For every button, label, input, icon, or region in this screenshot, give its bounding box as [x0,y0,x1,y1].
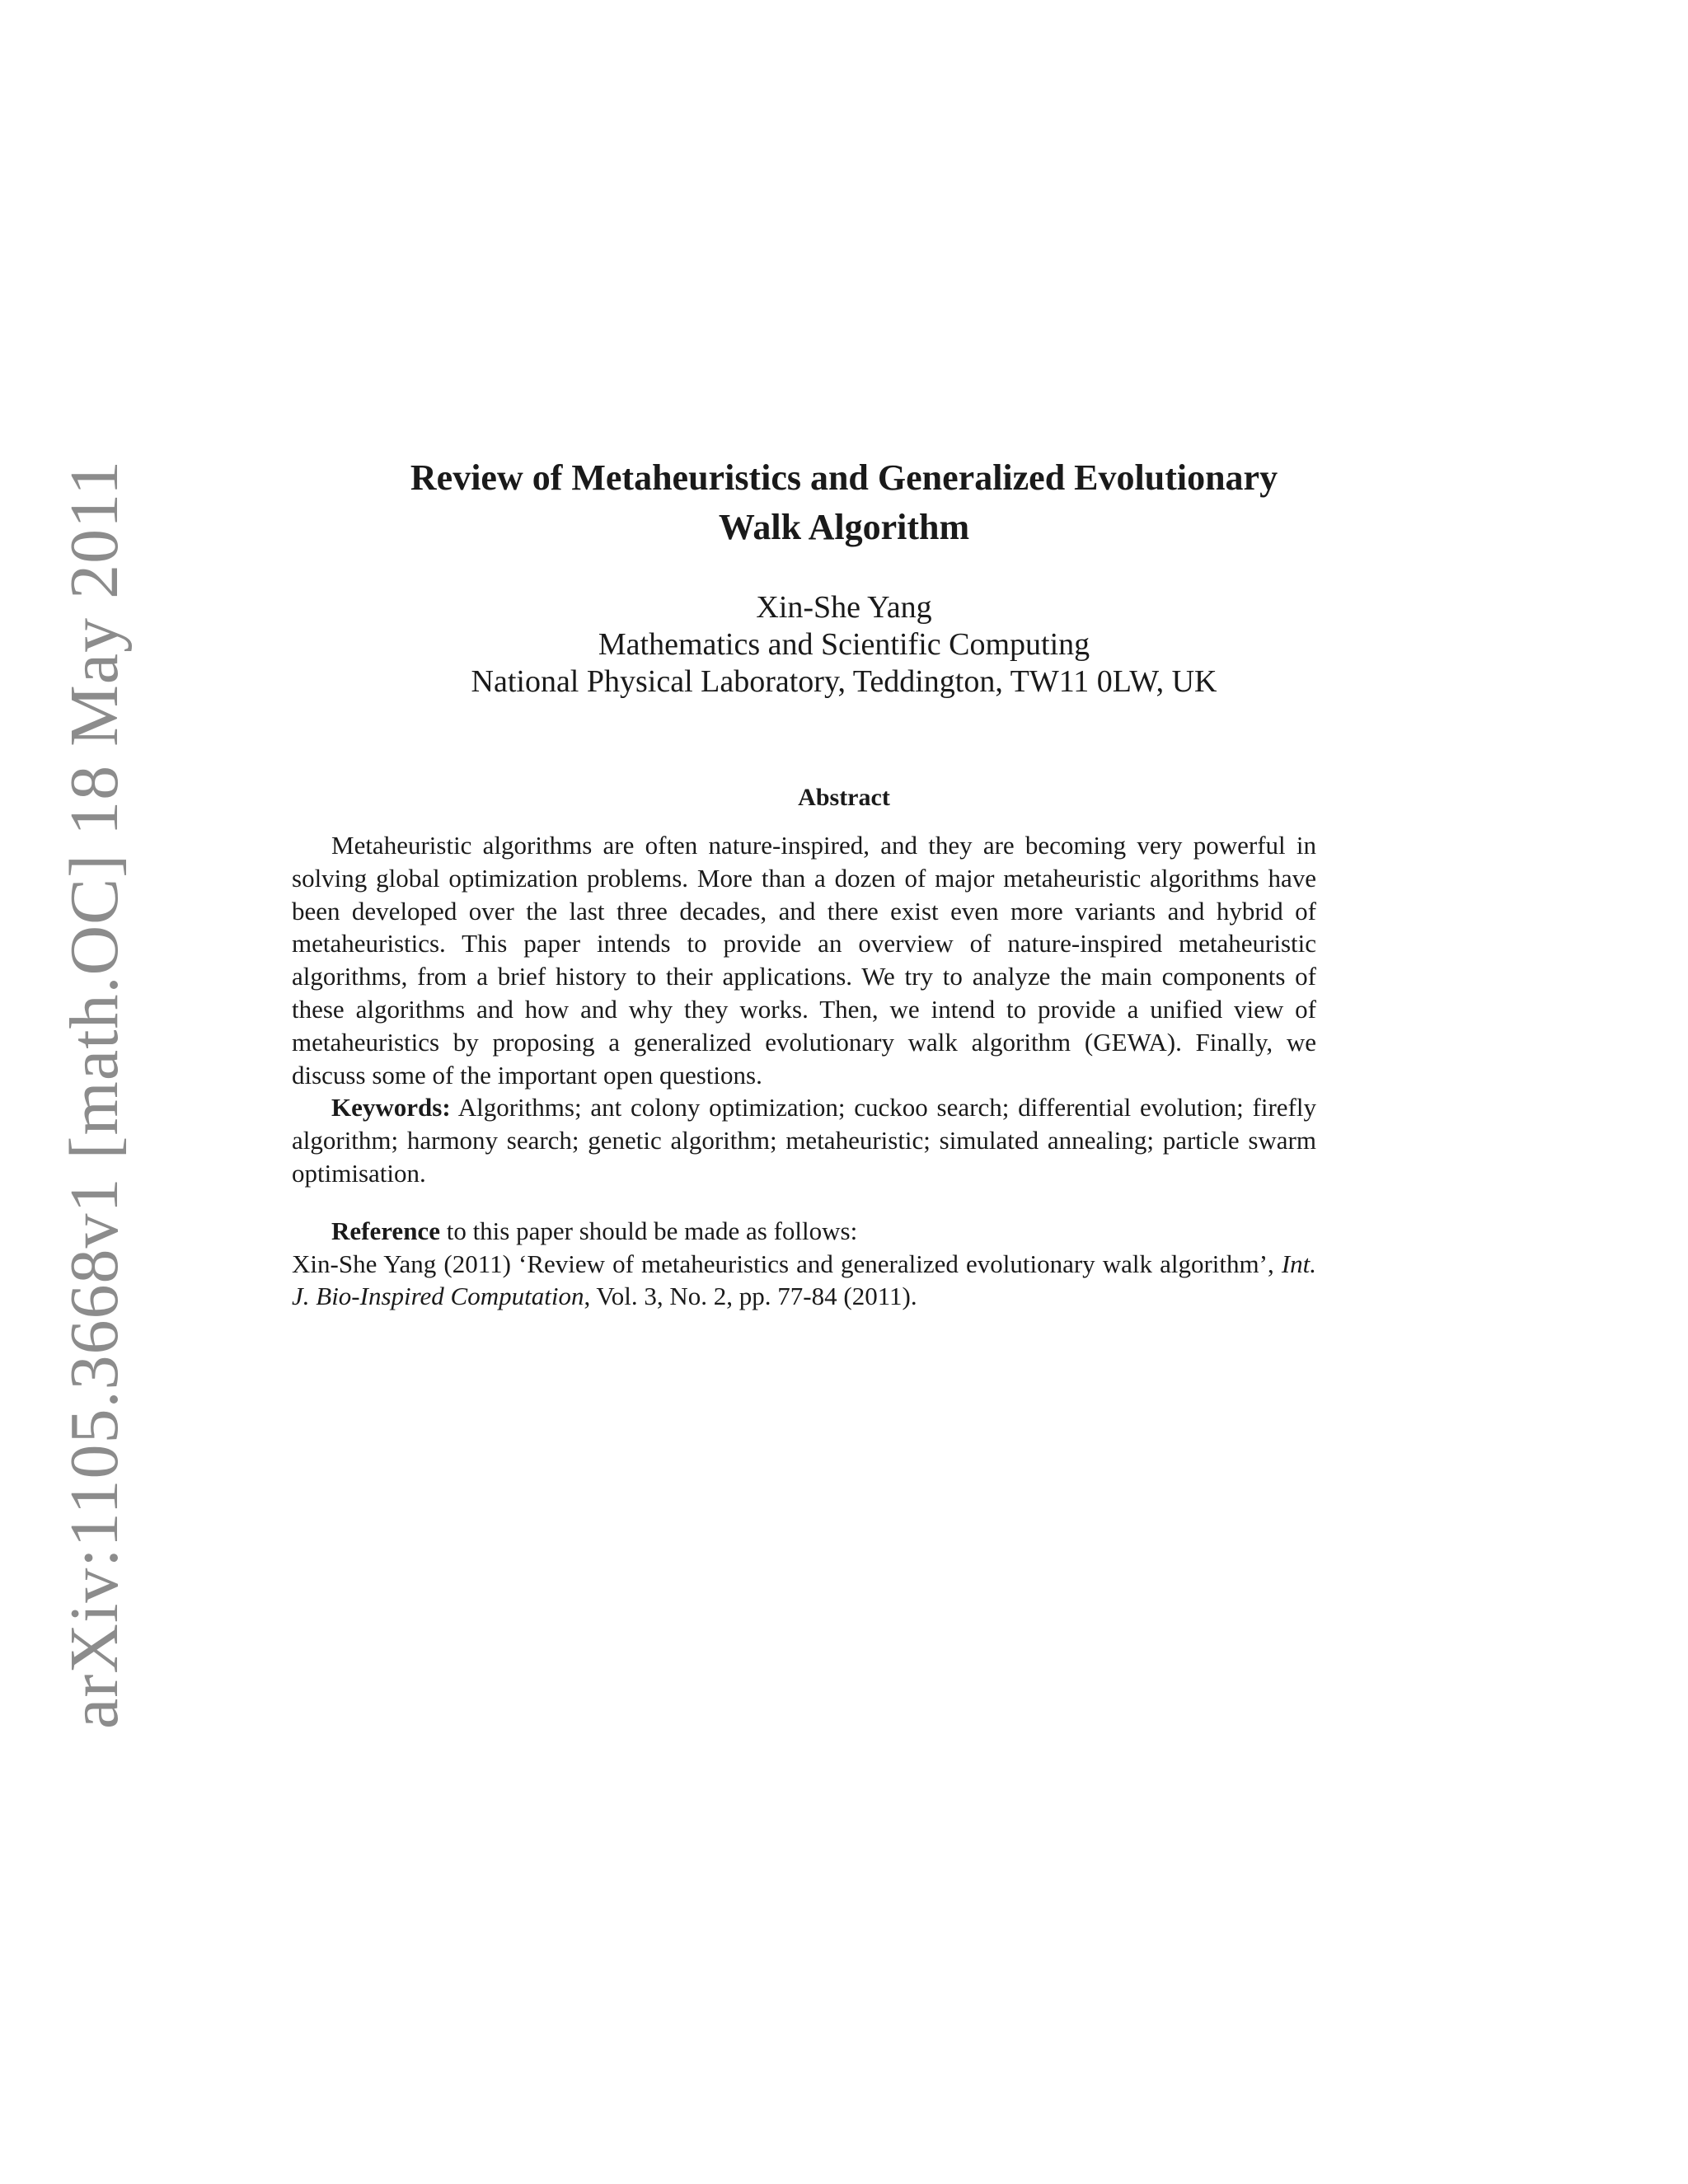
keywords-paragraph [292,1091,1316,1189]
reference-intro-paragraph [292,1215,1316,1248]
reference-citation [292,1248,1316,1314]
reference-label: Reference [331,1216,440,1245]
title-line-1: Review of Metaheuristics and Generalized Evolutionary [410,457,1278,498]
abstract-heading: Abstract [798,784,890,811]
citation-text-after: , Vol. 3, No. 2, pp. 77-84 (2011). [584,1282,917,1311]
reference-intro: to this paper should be made as follows: [446,1216,858,1245]
author-block [0,589,1688,701]
affiliation-institution: National Physical Laboratory, Teddington, TW11 0LW, UK [471,664,1217,699]
keywords-text: Algorithms; ant colony optimization; cuckoo search; differential evolution; firefly algorithm; harmony search; genetic algorithm; metaheuristic; simulated annealing; particle swarm optimisation. [292,1093,1316,1188]
keywords-label: Keywords: [331,1093,451,1122]
citation-journal: Int. J. Bio-Inspired Computation [292,1249,1316,1311]
affiliation-department: Mathematics and Scientific Computing [598,627,1090,662]
paper-title [0,453,1688,552]
title-line-2: Walk Algorithm [718,507,970,547]
arxiv-stamp: arXiv:1105.3668v1 [math.OC] 18 May 2011 [56,460,133,1729]
abstract-section [292,829,1316,1313]
citation-text-before: Xin-She Yang (2011) ‘Review of metaheuristics and generalized evolutionary walk algorithm’, [292,1249,1282,1278]
abstract-text: Metaheuristic algorithms are often nature-inspired, and they are becoming very powerful in solving global optimization problems. More than a dozen of major metaheuristic algorithms have been developed over the last three decades, and there exist even more variants and hybrid of metaheuristics. This paper intends to provide an overview of nature-inspired metaheuristic algorithms, from a brief history to their applications. We try to analyze the main components of these algorithms and how and why they works. Then, we intend to provide a unified view of metaheuristics by proposing a generalized evolutionary walk algorithm (GEWA). Finally, we discuss some of the important open questions. [292,831,1316,1090]
author-name: Xin-She Yang [756,590,932,625]
